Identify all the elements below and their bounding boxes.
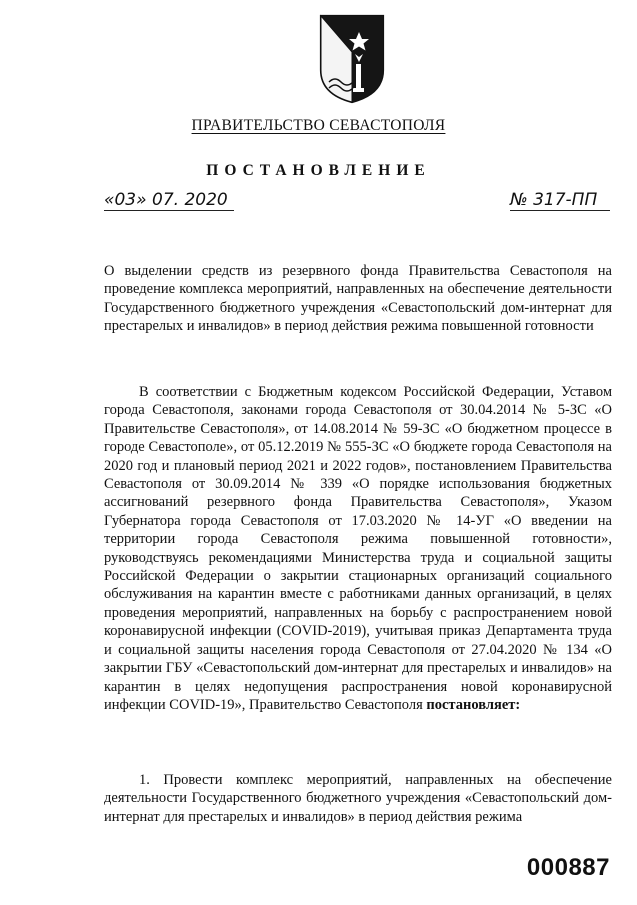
- org-title: ПРАВИТЕЛЬСТВО СЕВАСТОПОЛЯ: [191, 117, 446, 134]
- preamble-text: В соответствии с Бюджетным кодексом Российской Федерации, Уставом города Севастополя, законами города Севастополя от 30.04.2014 № 5-ЗС «О Правительстве Севастополя», от 14.08.2014 № 59-ЗС «О бюджетном процессе в городе Севастополе», от 05.12.2019 № 555-ЗС «О бюджете города Севастополя на 2020 год и плановый период 2021 и 2022 годов», постановлением Правительства Севастополя от 30.09.2014 № 339 «О порядке использования бюджетных ассигнований резервного фонда Правительства Севастополя», Указом Губернатора города Севастополя от 17.03.2020 № 14-УГ «О введении на территории города Севастополя режима повышенной готовности», руководствуясь рекомендациями Министерства труда и социальной защиты Российской Федерации о закрытии стационарных организаций социального обслуживания на карантин вместе с работниками данных организаций, в целях проведения мероприятий, направленных на борьбу с распространением новой коронавирусной инфекции (COVID-2019), учитывая приказ Департамента труда и социальной защиты населения города Севастополя от 27.04.2020 № 134 «О закрытии ГБУ «Севастопольский дом-интернат для престарелых и инвалидов» на карантин в целях недопущения распространения новой коронавирусной инфекции COVID-19», Правительство Севастополя: [104, 384, 612, 713]
- preamble-paragraph: [104, 383, 612, 714]
- document-date: «03» 07. 2020: [104, 190, 234, 211]
- document-type: ПОСТАНОВЛЕНИЕ: [206, 162, 431, 179]
- serial-number: 000887: [526, 854, 610, 881]
- document-subject: О выделении средств из резервного фонда Правительства Севастополя на проведение комплекса мероприятий, направленных на обеспечение деятельности Государственного бюджетного учреждения «Севастопольский дом-интернат для престарелых и инвалидов» в период действия режима повышенной готовности: [104, 263, 612, 335]
- sevastopol-coat-of-arms-icon: [315, 12, 389, 104]
- resolves-word: постановляет:: [426, 696, 521, 713]
- document-number: № 317-ПП: [510, 190, 610, 211]
- clause-1: 1. Провести комплекс мероприятий, направленных на обеспечение деятельности Государственного бюджетного учреждения «Севастопольский дом-интернат для престарелых и инвалидов» в период действия режима: [104, 772, 612, 825]
